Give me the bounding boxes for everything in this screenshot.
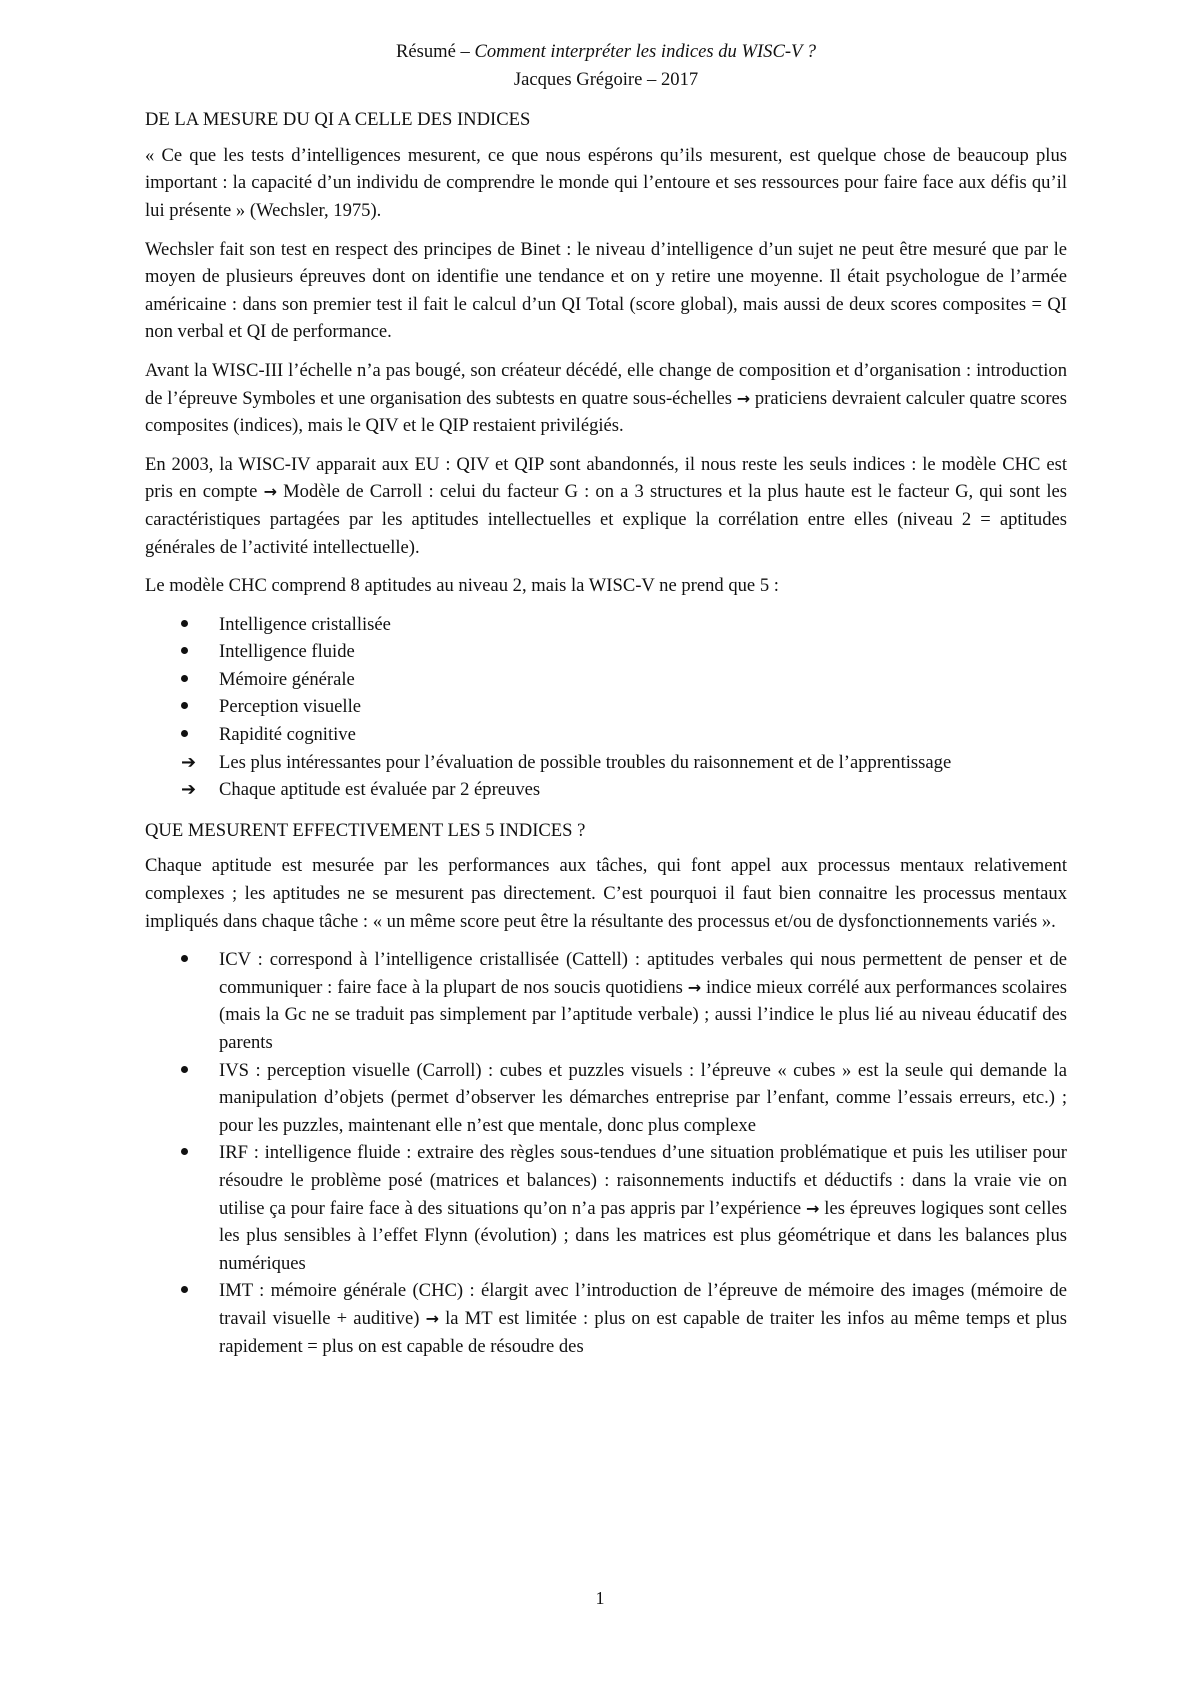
imt-text-a: IMT : mémoire générale (CHC) : élargit avec l’introduction de l’épreuve de mémoire des images (mémoire de travail visuelle + auditive) [219, 1280, 1067, 1329]
header-title: Comment interpréter les indices du WISC-V ? [474, 41, 817, 62]
irf-text-b: les épreuves logiques sont celles les plus sensibles à l’effet Flynn (évolution) ; dans les matrices est plus géométrique et dans les balances plus numériques [219, 1197, 1067, 1274]
list-item [145, 666, 1067, 694]
irf-text-a: IRF : intelligence fluide : extraire des règles sous-tendues d’une situation problématique et puis les utiliser pour résoudre le problème posé (matrices et balances) : raisonnements inductifs et déductifs : dans la vraie vie on utilise ça pour faire face à des situations qu’on n’a pas appris par l’expérience [219, 1142, 1067, 1219]
list-item-ivs [145, 1057, 1067, 1140]
document-header [145, 38, 1067, 93]
bullet-icon [181, 730, 188, 737]
arrow-icon: → [687, 977, 702, 997]
header-author-line: Jacques Grégoire – 2017 [513, 68, 699, 90]
list-item [145, 749, 1067, 777]
paragraph-wechsler: Wechsler fait son test en respect des principes de Binet : le niveau d’intelligence d’un sujet ne peut être mesuré que par le moyen de plusieurs épreuves dont on identifie une tendance et on y retire une moyenne. Il était psychologue de l’armée américaine : dans son premier test il fait le calcul d’un QI Total (score global), mais aussi de deux scores composites = QI non verbal et QI de performance. [145, 238, 1067, 343]
bullet-icon [181, 675, 188, 682]
paragraph-aptitudes: Chaque aptitude est mesurée par les performances aux tâches, qui font appel aux processus mentaux relativement complexes ; les aptitudes ne se mesurent pas directement. C’est pourquoi il faut bien connaitre les processus mentaux impliqués dans chaque tâche : « un même score peut être la résultante des processus et/ou de dysfonctionnements variés ». [145, 855, 1067, 932]
bullet-icon [181, 1148, 188, 1155]
bullet-icon [181, 647, 188, 654]
paragraph-wisc-iv [145, 451, 1067, 561]
list-item-irf [145, 1139, 1067, 1277]
imt-text-b: la MT est limitée : plus on est capable de traiter les infos au même temps et plus rapidement = plus on est capable de résoudre des [219, 1307, 1067, 1357]
indices-list [145, 946, 1067, 1360]
list-item-label: Intelligence cristallisée [219, 613, 391, 635]
arrow-icon: → [736, 388, 751, 408]
bullet-icon [181, 1286, 188, 1293]
paragraph-wisc-iv-b: Modèle de Carroll : celui du facteur G : on a 3 structures et la plus haute est le facteur G, qui sont les caractéristiques partagées par les aptitudes intellectuelles et explique la corrélation entre elles (niveau 2 = aptitudes générales de l’activité intellectuelle). [145, 481, 1067, 558]
list-item [145, 611, 1067, 639]
aptitudes-list [145, 611, 1067, 804]
paragraph-wisc-iv-a: En 2003, la WISC-IV apparait aux EU : QIV et QIP sont abandonnés, il nous reste les seuls indices : le modèle CHC est pris en compte [145, 453, 1067, 503]
arrow-icon: ➔ [181, 751, 197, 773]
paragraph-wisc-iii-a: Avant la WISC-III l’échelle n’a pas bougé, son créateur décédé, elle change de composition et d’organisation : introduction de l’épreuve Symboles et une organisation des subtests en quatre sous-échelles [145, 359, 1067, 409]
paragraph-wisc-iii-b: praticiens devraient calculer quatre scores composites (indices), mais le QIV et le QIP restaient privilégiés. [145, 387, 1067, 437]
header-prefix: Résumé – [395, 41, 475, 62]
list-item [145, 693, 1067, 721]
list-item-label: Intelligence fluide [219, 641, 355, 663]
paragraph-chc: Le modèle CHC comprend 8 aptitudes au niveau 2, mais la WISC-V ne prend que 5 : [145, 575, 779, 597]
bullet-icon [181, 702, 188, 709]
icv-text-a: ICV : correspond à l’intelligence cristallisée (Cattell) : aptitudes verbales qui nous permettent de penser et de communiquer : faire face à la plupart de nos soucis quotidiens [219, 949, 1067, 998]
bullet-icon [181, 955, 188, 962]
arrow-icon: ➔ [181, 779, 197, 801]
list-item-label: Les plus intéressantes pour l’évaluation de possible troubles du raisonnement et de l’apprentissage [219, 751, 952, 773]
list-item-label: Mémoire générale [219, 668, 355, 690]
header-title-line [145, 38, 1067, 66]
arrow-icon: → [425, 1308, 439, 1328]
list-item-label: Rapidité cognitive [219, 724, 356, 746]
list-item-label: Perception visuelle [219, 696, 361, 718]
page-content [145, 38, 1067, 1367]
list-item-label: Chaque aptitude est évaluée par 2 épreuves [219, 779, 541, 801]
section-title-2: QUE MESURENT EFFECTIVEMENT LES 5 INDICES ? [145, 819, 586, 841]
list-item [145, 721, 1067, 749]
list-item [145, 638, 1067, 666]
section-title-1: DE LA MESURE DU QI A CELLE DES INDICES [145, 109, 531, 131]
page-number: 1 [595, 1588, 605, 1608]
paragraph-wisc-iii [145, 357, 1067, 440]
icv-text-b: indice mieux corrélé aux performances scolaires (mais la Gc ne se traduit pas simplement par l’aptitude verbale) ; aussi l’indice le plus lié au niveau éducatif des parents [219, 976, 1067, 1053]
arrow-icon: → [263, 482, 277, 502]
bullet-icon [181, 1066, 188, 1073]
list-item-icv [145, 946, 1067, 1056]
paragraph-quote: « Ce que les tests d’intelligences mesurent, ce que nous espérons qu’ils mesurent, est quelque chose de beaucoup plus important : la capacité d’un individu de comprendre le monde qui l’entoure et ses ressources pour faire face aux défis qu’il lui présente » (Wechsler, 1975). [145, 144, 1067, 221]
arrow-icon: → [806, 1198, 820, 1218]
bullet-icon [181, 620, 188, 627]
list-item-imt [145, 1277, 1067, 1360]
ivs-text: IVS : perception visuelle (Carroll) : cubes et puzzles visuels : l’épreuve « cubes » est la seule qui demande la manipulation d’objets (permet d’observer les démarches entreprise par l’enfant, comme l’essais erreurs, etc.) ; pour les puzzles, maintenant elle n’est que mentale, donc plus complexe [219, 1059, 1067, 1136]
list-item [145, 776, 1067, 804]
